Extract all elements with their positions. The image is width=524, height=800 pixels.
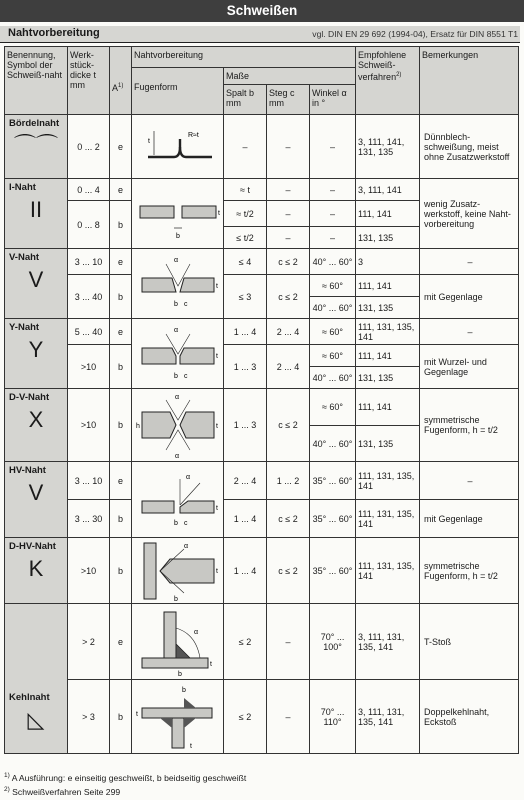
table-row: 40° ... 60° 131, 135: [5, 426, 519, 462]
boerdel-sketch-icon: [134, 117, 222, 177]
header-bemerkungen: Bemerkungen: [420, 47, 519, 115]
fillet-double-sketch-icon: [134, 682, 222, 752]
weld-name-cell: HV-Naht V: [5, 462, 68, 538]
groove-sketch: [132, 538, 224, 604]
table-row: 40° ... 60° 131, 135: [5, 367, 519, 389]
svg-text:c: c: [184, 519, 188, 527]
table-row: D-V-Naht X >10 b α α h t 1 ... 3 c ≤ 2 ≈ 60° 111, 141 symmetrische Fugenform, h = t/2: [5, 389, 519, 426]
section-header: [0, 26, 520, 43]
svg-text:b: b: [174, 519, 178, 527]
svg-text:b: b: [174, 595, 178, 603]
weld-name-cell: V-Naht V: [5, 249, 68, 319]
table-row: 0 ... 8 b ≈ t/2 – – 111, 141: [5, 201, 519, 227]
groove-sketch: [132, 319, 224, 389]
hv-weld-symbol-icon: V: [28, 480, 44, 505]
svg-text:t: t: [216, 282, 218, 290]
svg-text:t: t: [136, 710, 138, 718]
y-groove-sketch-icon: [134, 320, 222, 388]
weld-name-cell: I-Naht II: [5, 179, 68, 249]
standard-reference: vgl. DIN EN 29 692 (1994-04), Ersatz für DIN 8551 T1: [312, 29, 518, 39]
table-row: >10 b 1 ... 3 2 ... 4 ≈ 60° 111, 141 mit Wurzel- und Gegenlage: [5, 345, 519, 367]
footnote-2: $^{2)}$ Schweißverfahren Seite 299: [4, 786, 121, 797]
svg-text:t: t: [216, 352, 218, 360]
groove-sketch: [132, 115, 224, 179]
dhv-weld-symbol-icon: K: [28, 556, 44, 581]
svg-text:b: b: [174, 300, 178, 308]
header-a: $A^{1)}$: [110, 47, 132, 115]
weld-name-cell: D-V-Naht X: [5, 389, 68, 462]
weld-preparation-table: [4, 46, 519, 754]
table-row: 3 ... 40 b ≤ 3 c ≤ 2 ≈ 60° 111, 141 mit Gegenlage: [5, 275, 519, 297]
fillet-t-joint-sketch-icon: [134, 606, 222, 678]
table-row: HV-Naht V 3 ... 10 e α b c t 2 ... 4 1 ... 2 35° ... 60° 111, 131, 135, 141 –: [5, 462, 519, 500]
svg-text:α: α: [174, 256, 179, 264]
svg-text:c: c: [184, 300, 188, 308]
svg-text:t: t: [218, 209, 220, 217]
hv-groove-sketch-icon: [134, 465, 222, 535]
header-steg: Steg c mm: [267, 85, 310, 115]
y-weld-symbol-icon: Y: [28, 337, 44, 362]
dhv-groove-sketch-icon: [134, 539, 222, 603]
weld-name-cell: D-HV-Naht K: [5, 538, 68, 604]
groove-sketch: [132, 462, 224, 538]
dv-groove-sketch-icon: [134, 390, 222, 460]
v-groove-sketch-icon: [134, 250, 222, 318]
groove-sketch: [132, 179, 224, 249]
table-row: I-Naht II 0 ... 4 e b t ≈ t – – 3, 111, 141 wenig Zusatz-werkstoff, keine Naht-vorbereitung: [5, 179, 519, 201]
table-row: Y-Naht Y 5 ... 40 e α b c t 1 ... 4 2 ... 4 ≈ 60° 111, 131, 135, 141 –: [5, 319, 519, 345]
table-row: 3 ... 30 b 1 ... 4 c ≤ 2 35° ... 60° 111, 131, 135, 141 mit Gegenlage: [5, 500, 519, 538]
header-dicke: Werk-stück-dicke t mm: [68, 47, 110, 115]
svg-text:α: α: [174, 326, 179, 334]
svg-text:t: t: [216, 504, 218, 512]
svg-text:t: t: [216, 567, 218, 575]
svg-text:c: c: [184, 372, 188, 380]
table-row: D-HV-Naht K >10 b α t b 1 ... 4 c ≤ 2 35° ... 60° 111, 131, 135, 141 symmetrische Fugenform, h = t/2: [5, 538, 519, 604]
table-row: > 3 b b t t ≤ 2 – 70° ... 110° 3, 111, 131, 135, 141 Doppelkehlnaht, Eckstoß: [5, 680, 519, 754]
header-nahtvorbereitung: Nahtvorbereitung: [132, 47, 356, 68]
weld-name-cell: Bördelnaht ⌒⌒: [5, 115, 68, 179]
table-row: V-Naht V 3 ... 10 e α b c t ≤ 4 c ≤ 2 40° ... 60° 3 –: [5, 249, 519, 275]
fillet-weld-symbol-icon: ◺: [27, 707, 45, 732]
groove-sketch: [132, 249, 224, 319]
dv-weld-symbol-icon: X: [28, 407, 44, 432]
svg-text:t: t: [190, 742, 192, 750]
header-verfahren: Empfohlene Schweiß-verfahren$^{2)}$: [356, 47, 420, 115]
svg-text:R≈t: R≈t: [188, 131, 199, 139]
header-masse: Maße: [224, 68, 356, 85]
svg-text:α: α: [186, 473, 191, 481]
svg-text:b: b: [174, 372, 178, 380]
page-title: Schweißen: [0, 0, 524, 22]
header-fugenform: Fugenform: [132, 68, 224, 115]
table-row: 40° ... 60° 131, 135: [5, 297, 519, 319]
svg-text:t: t: [210, 660, 212, 668]
table-row: ≤ t/2 – – 131, 135: [5, 227, 519, 249]
i-weld-symbol-icon: II: [29, 197, 43, 222]
table-row: Kehlnaht ◺ > 2 e α t b ≤ 2 – 70° ... 100° 3, 111, 131, 135, 141 T-Stoß: [5, 604, 519, 680]
svg-text:h: h: [136, 423, 140, 430]
boerdel-symbol-icon: ⌒⌒: [13, 133, 58, 158]
svg-text:t: t: [148, 137, 150, 145]
groove-sketch: [132, 680, 224, 754]
groove-sketch: [132, 389, 224, 462]
weld-name-cell: Kehlnaht ◺: [5, 604, 68, 754]
groove-sketch: [132, 604, 224, 680]
table-row: Bördelnaht ⌒⌒ 0 ... 2 e t R≈t – – – 3, 111, 141, 131, 135 Dünnblech-schweißung, meist ohne Zusatzwerkstoff: [5, 115, 519, 179]
svg-text:α: α: [175, 394, 180, 401]
footnote-1: $^{1)}$ A Ausführung: e einseitig geschweißt, b beidseitig geschweißt: [4, 772, 247, 783]
svg-text:b: b: [182, 686, 186, 694]
svg-text:b: b: [176, 232, 180, 240]
header-winkel: Winkel α in °: [310, 85, 356, 115]
svg-text:t: t: [216, 423, 218, 430]
svg-text:α: α: [194, 628, 199, 636]
header-spalt: Spalt b mm: [224, 85, 267, 115]
header-benennung: Benennung, Symbol der Schweiß-naht: [5, 47, 68, 115]
weld-name-cell: Y-Naht Y: [5, 319, 68, 389]
i-groove-sketch-icon: [134, 184, 222, 244]
svg-text:α: α: [184, 542, 189, 550]
svg-text:b: b: [178, 670, 182, 678]
v-weld-symbol-icon: V: [28, 267, 44, 292]
section-title: Nahtvorbereitung: [8, 27, 100, 39]
svg-text:α: α: [175, 453, 180, 460]
